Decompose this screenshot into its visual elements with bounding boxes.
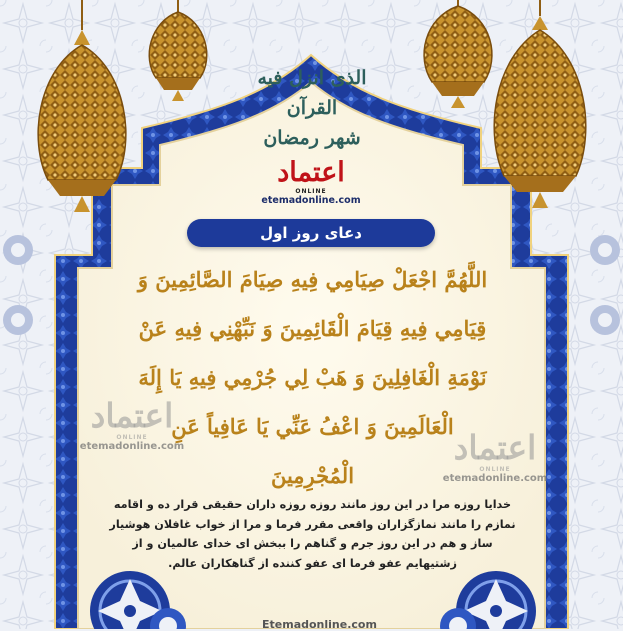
watermark-wordmark: اعتماد [453,428,537,467]
prayer-arabic-line: الْعَالَمِينَ وَ اعْفُ عَنِّي يَا عَافِياً عَنِ [171,414,454,439]
footer-url: Etemadonline.com [262,618,377,631]
calligraphy-line-1: الذی انزل فیه القرآن [257,67,367,119]
logo-sub: ONLINE [295,188,327,195]
watermark-wordmark: اعتماد [90,396,174,435]
watermark-sub: ONLINE [116,434,148,441]
logo-url: etemadonline.com [261,195,361,206]
prayer-arabic-line: نَوْمَةِ الْغَافِلِينَ وَ هَبْ لِي جُرْمِي فِيهِ يَا إِلَهَ [138,365,487,390]
translation-line: نمازم را مانند نمازگزاران واقعی مقرر فرما و مرا از خواب غافلان هوشیار [109,517,516,531]
watermark-left [62,398,202,452]
logo-wordmark: اعتماد [277,157,345,188]
calligraphy-line-2: شهر رمضان [263,127,361,149]
day-badge: دعای روز اول [187,219,435,247]
prayer-arabic-line: اللَّهُمَّ اجْعَلْ صِيَامِي فِيهِ صِيَامَ الصَّائِمِينَ وَ [137,267,488,292]
watermark-sub: ONLINE [479,466,511,473]
ramadan-calligraphy [250,63,374,158]
watermark-url: etemadonline.com [442,473,548,484]
etemad-logo [255,158,367,206]
watermark-url: etemadonline.com [79,441,185,452]
translation-line: زشتیهایم عفو فرما ای عفو کننده از گناهکاران عالم. [168,556,457,570]
prayer-arabic-line: الْمُجْرِمِينَ [270,463,355,488]
translation-line: ساز و هم در این روز جرم و گناهم را ببخش ای خدای عالمیان و از [132,537,493,550]
watermark-right [425,430,565,484]
prayer-arabic-line: قِيَامِي فِيهِ قِيَامَ الْقَائِمِينَ وَ نَبِّهْنِي فِيهِ عَنْ [138,316,487,341]
translation-line: خدایا روزه مرا در این روز مانند روزه روزه داران حقیقی قرار ده و اقامه [113,498,512,511]
prayer-translation [105,495,520,573]
